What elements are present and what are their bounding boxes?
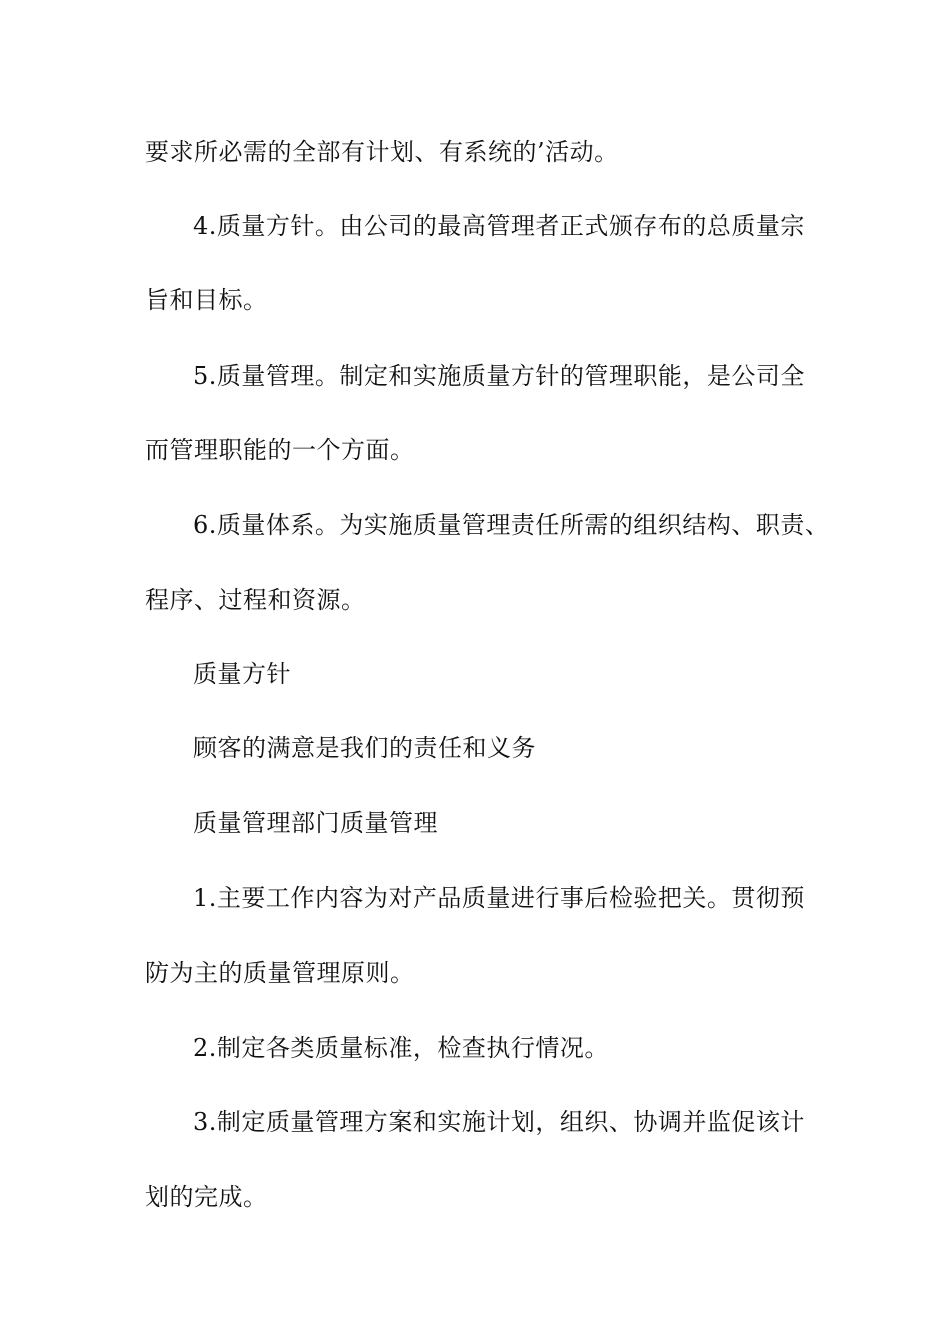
paragraph-line: 4.质量方针。由公司的最高管理者正式颁存布的总质量宗 [193,212,805,240]
paragraph-line: 旨和目标。 [145,286,268,314]
section-heading: 质量管理部门质量管理 [193,809,438,837]
section-heading: 质量方针 [193,660,291,688]
paragraph-line: 而管理职能的一个方面。 [145,436,415,464]
quality-policy-statement: 顾客的满意是我们的责任和义务 [193,734,536,762]
paragraph-line: 3.制定质量管理方案和实施计划，组织、协调并监促该计 [193,1108,805,1136]
paragraph-line: 程序、过程和资源。 [145,586,366,614]
paragraph-line: 5.质量管理。制定和实施质量方针的管理职能，是公司全 [193,362,805,390]
paragraph-line: 1.主要工作内容为对产品质量进行事后检验把关。贯彻预 [193,884,805,912]
paragraph-line: 防为主的质量管理原则。 [145,959,415,987]
paragraph-line: 6.质量体系。为实施质量管理责任所需的组织结构、职责、 [193,511,830,539]
paragraph-line: 2.制定各类质量标准，检查执行情况。 [193,1034,609,1062]
paragraph-line: 要求所必需的全部有计划、有系统的’活动。 [145,138,619,166]
paragraph-line: 划的完成。 [145,1183,268,1211]
